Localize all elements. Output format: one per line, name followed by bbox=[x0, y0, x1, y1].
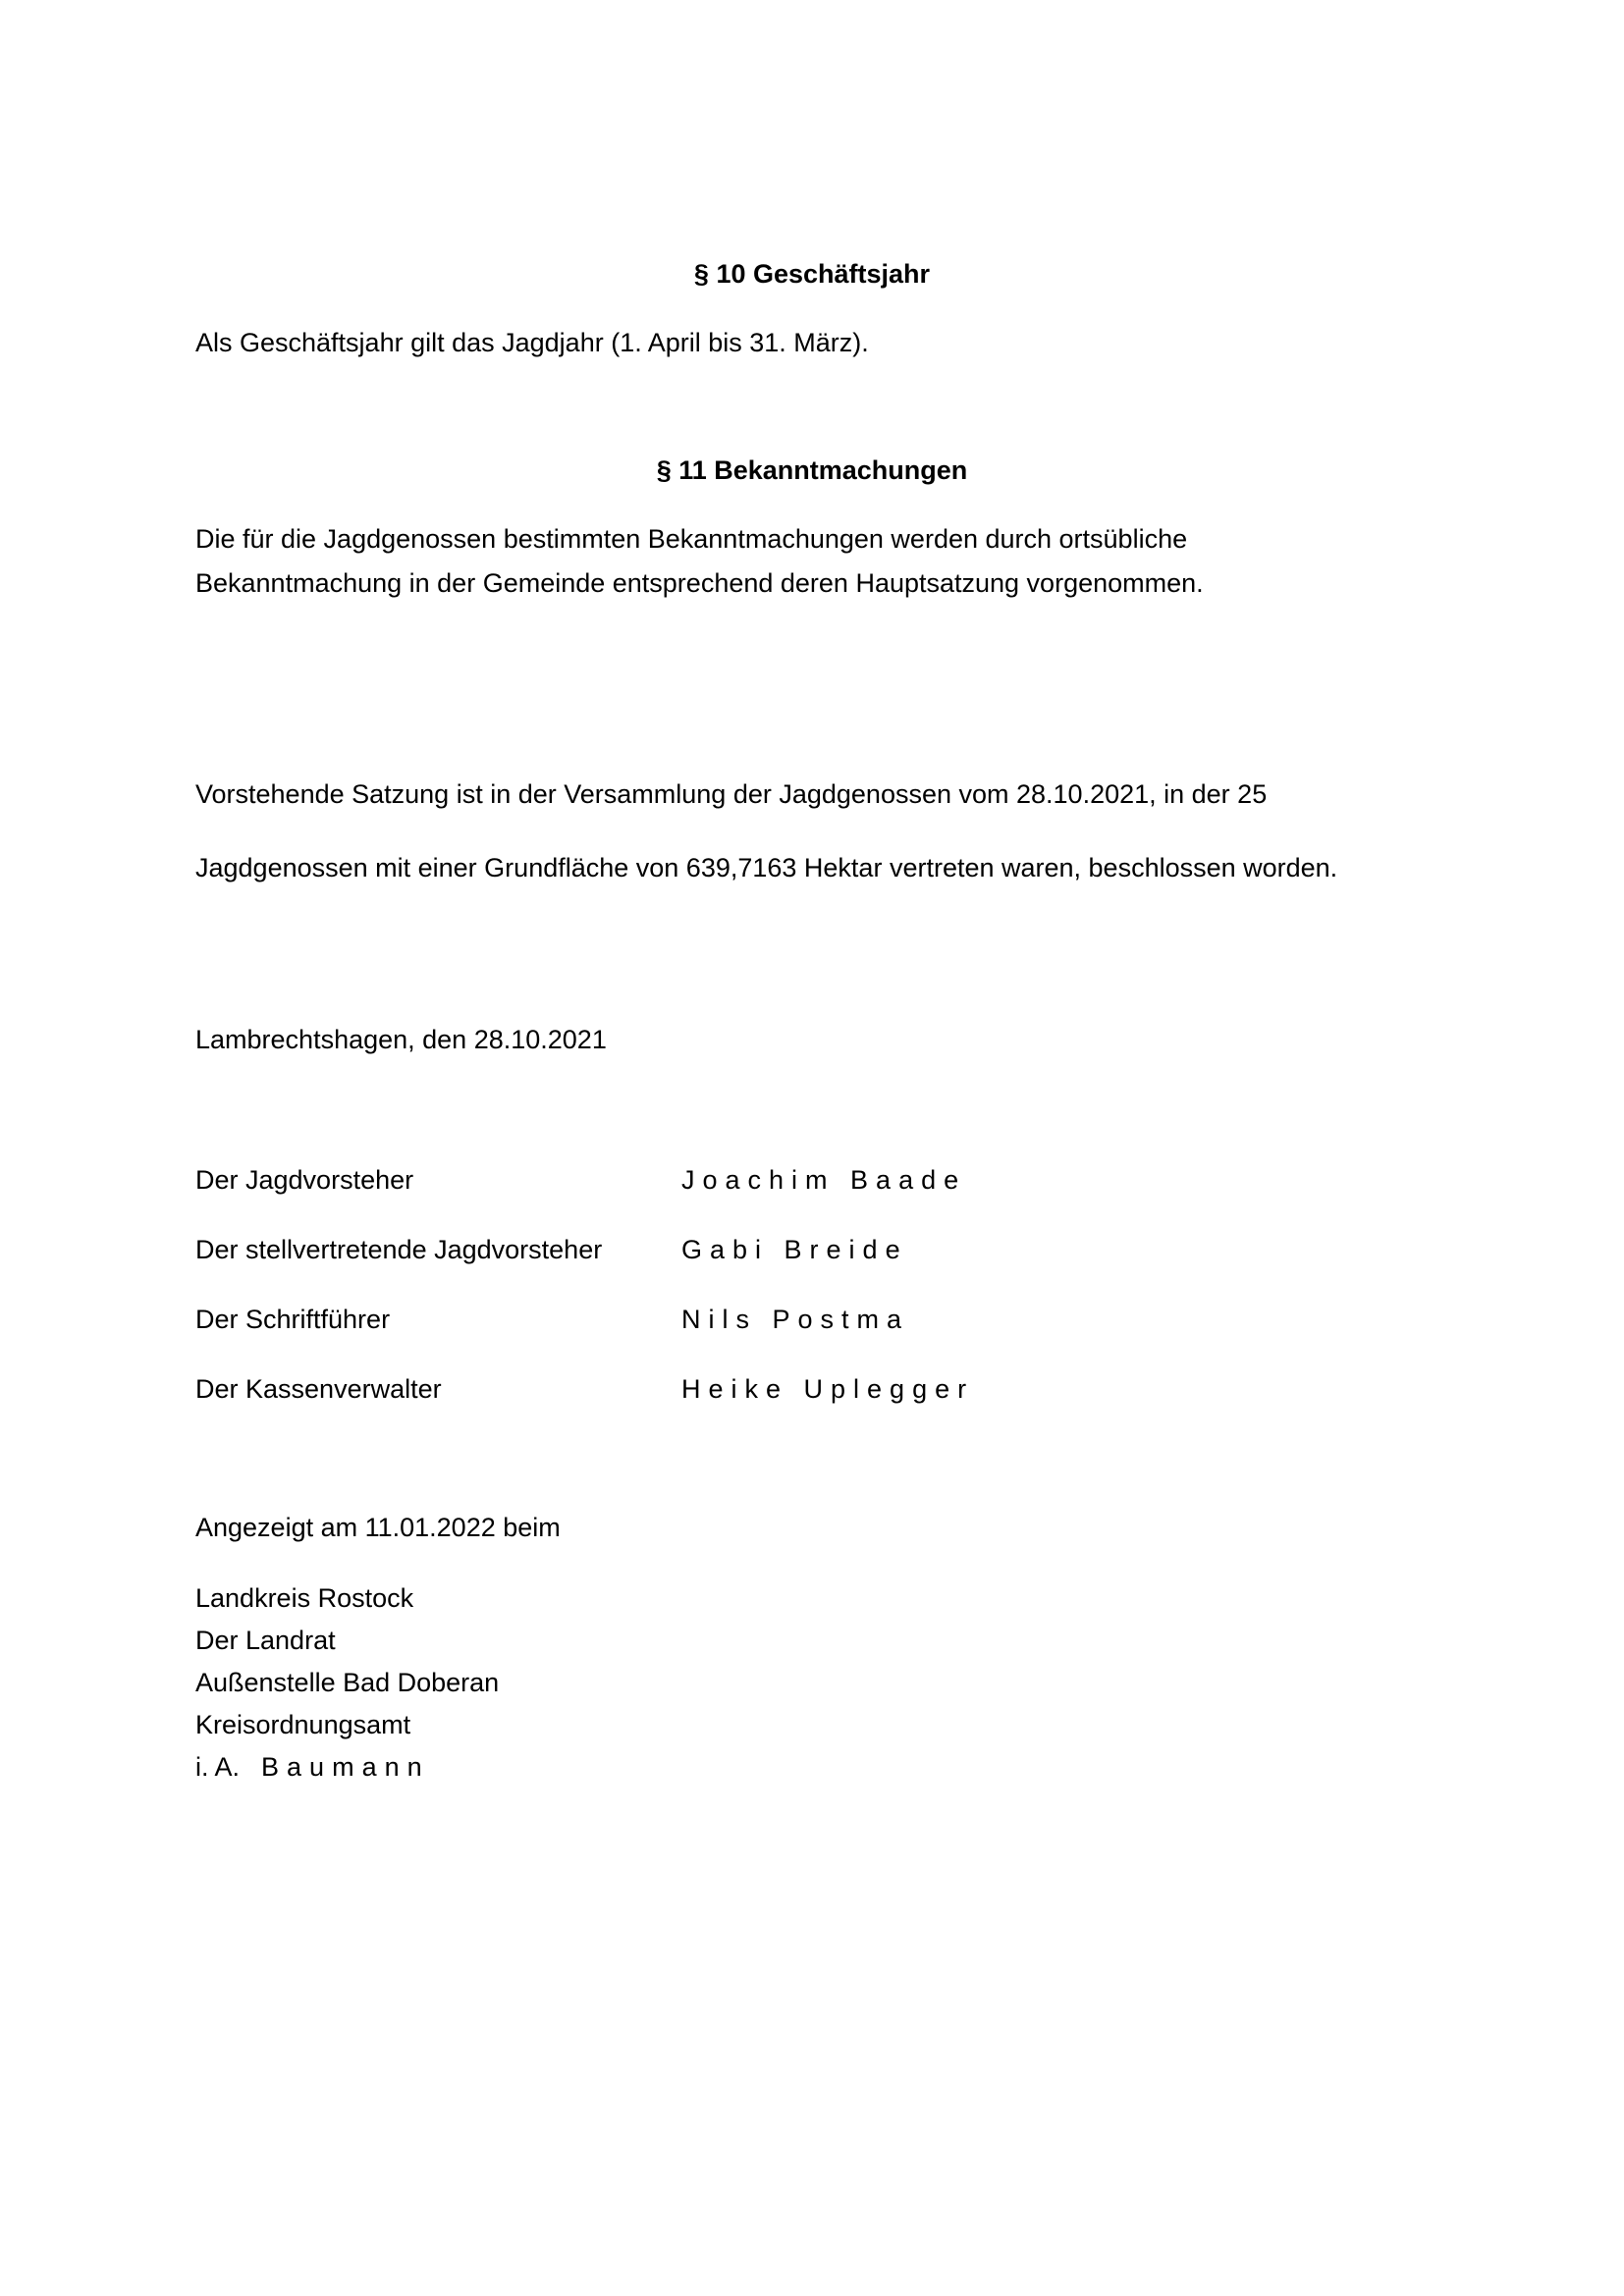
authority-line: Kreisordnungsamt bbox=[195, 1710, 411, 1739]
section-11-heading: § 11 Bekanntmachungen bbox=[656, 455, 968, 485]
signatory-name: Nils Postma bbox=[681, 1305, 910, 1334]
signatory-name: Joachim Baade bbox=[681, 1165, 967, 1195]
authority-line: Der Landrat bbox=[195, 1626, 336, 1655]
section-10-text: Als Geschäftsjahr gilt das Jagdjahr (1. April bis 31. März). bbox=[195, 328, 869, 357]
place-date: Lambrechtshagen, den 28.10.2021 bbox=[195, 1025, 607, 1054]
section-11-text-line-1: Die für die Jagdgenossen bestimmten Bekanntmachungen werden durch ortsübliche bbox=[195, 524, 1188, 554]
signatory-name: Gabi Breide bbox=[681, 1235, 908, 1264]
signature-prefix: i. A. bbox=[195, 1752, 241, 1782]
resolution-text-line-2: Jagdgenossen mit einer Grundfläche von 639,7163 Hektar vertreten waren, beschlossen worden. bbox=[195, 853, 1338, 882]
signatory-role: Der Schriftführer bbox=[195, 1305, 391, 1334]
section-10-heading: § 10 Geschäftsjahr bbox=[693, 259, 931, 289]
signatory-role: Der Jagdvorsteher bbox=[195, 1165, 414, 1195]
section-11-text-line-2: Bekanntmachung in der Gemeinde entsprechend deren Hauptsatzung vorgenommen. bbox=[195, 568, 1204, 598]
signatory-name: Heike Uplegger bbox=[681, 1374, 975, 1404]
signatory-role: Der stellvertretende Jagdvorsteher bbox=[195, 1235, 603, 1264]
authority-line: Außenstelle Bad Doberan bbox=[195, 1668, 500, 1697]
resolution-text-line-1: Vorstehende Satzung ist in der Versammlung der Jagdgenossen vom 28.10.2021, in der 25 bbox=[195, 779, 1268, 809]
authority-line: Landkreis Rostock bbox=[195, 1583, 414, 1613]
signature-name: Baumann bbox=[261, 1752, 430, 1782]
notice-line: Angezeigt am 11.01.2022 beim bbox=[195, 1513, 561, 1542]
signatory-role: Der Kassenverwalter bbox=[195, 1374, 442, 1404]
authority-signature bbox=[195, 1750, 430, 1784]
